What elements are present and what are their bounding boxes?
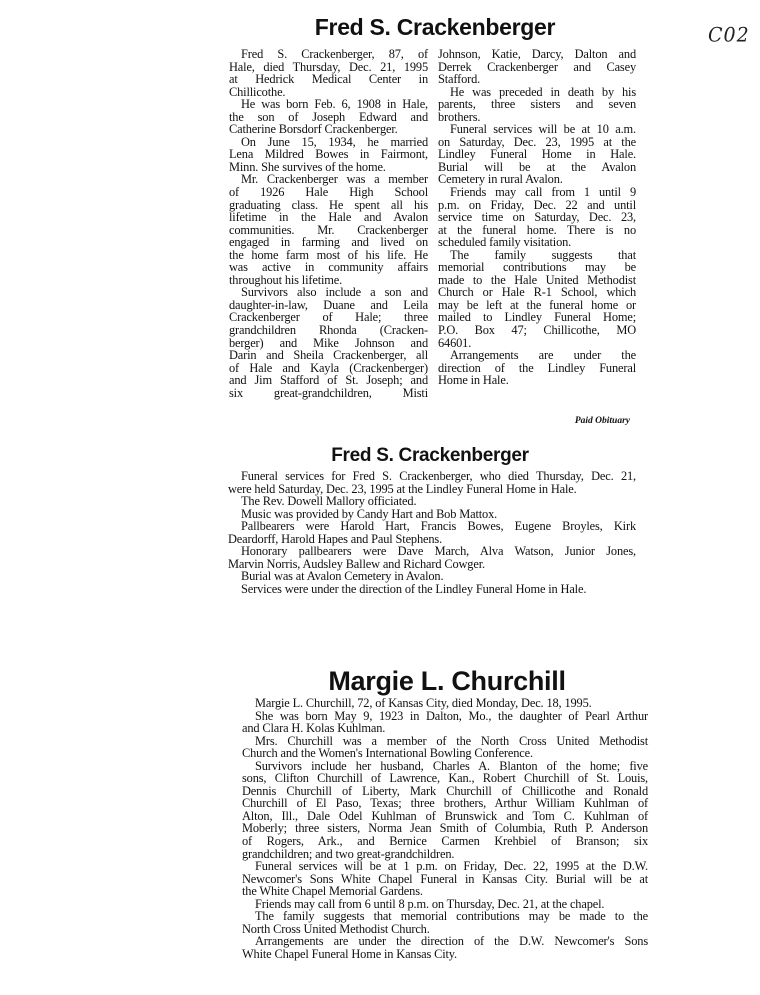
text-line: daughter-in-law, Duane and Leila bbox=[229, 297, 428, 312]
text-line: made to the Hale United Methodist bbox=[438, 272, 636, 287]
text-line: Church and the Women's International Bowling Conference. bbox=[242, 746, 533, 761]
text-line: sons, Clifton Churchill of Lawrence, Kan., Robert Churchill of St. Louis, bbox=[242, 771, 648, 786]
paragraph bbox=[242, 935, 648, 960]
text-line: of Rogers, Ark., and Bernice Carmen Krehbiel of Branson; six bbox=[242, 834, 648, 849]
paragraph bbox=[228, 470, 636, 495]
paragraph bbox=[229, 48, 428, 98]
text-line: at the funeral home. There is no bbox=[438, 222, 636, 237]
text-line: Friends may call from 1 until 9 bbox=[450, 185, 636, 200]
paid-obituary-label: Paid Obituary bbox=[574, 416, 630, 426]
paragraph bbox=[242, 860, 648, 898]
service-notice-title-fred: Fred S. Crackenberger bbox=[331, 445, 529, 466]
text-line: He was preceded in death by his bbox=[450, 84, 636, 99]
paragraph bbox=[228, 520, 636, 545]
paragraph bbox=[438, 86, 636, 124]
handwritten-note: C02 bbox=[708, 23, 750, 47]
text-line: Pallbearers were Harold Hart, Francis Bowes, Eugene Broyles, Kirk bbox=[241, 519, 636, 534]
text-line: Derrek Crackenberger and Casey bbox=[438, 59, 636, 74]
paragraph bbox=[228, 495, 636, 508]
text-line: communities. Mr. Crackenberger bbox=[229, 222, 428, 237]
text-line: Mrs. Churchill was a member of the North Cross United Methodist bbox=[255, 733, 648, 748]
text-line: the White Chapel Memorial Gardens. bbox=[242, 884, 423, 899]
text-line: lifetime in the Hale and Avalon bbox=[229, 210, 428, 225]
text-line: and Jim Stafford of St. Joseph; and bbox=[229, 373, 428, 388]
text-line: memorial contributions may be bbox=[438, 260, 636, 275]
text-line: grandchildren; and two great-grandchildren. bbox=[242, 846, 455, 861]
paragraph bbox=[242, 910, 648, 935]
paragraph bbox=[228, 545, 636, 570]
text-line: may be left at the funeral home or bbox=[438, 297, 636, 312]
text-line: Stafford. bbox=[438, 72, 481, 87]
paragraph bbox=[438, 186, 636, 249]
paragraph bbox=[242, 760, 648, 860]
text-line: The family suggests that memorial contributions may be made to the bbox=[255, 909, 648, 924]
text-line: Dennis Churchill of Liberty, Mark Churchill of Chillicothe and Ronald bbox=[242, 783, 648, 798]
text-line: Music was provided by Candy Hart and Bob Mattox. bbox=[241, 506, 498, 521]
text-line: Marvin Norris, Audsley Ballew and Richard Cowger. bbox=[228, 556, 485, 571]
text-line: mailed to Lindley Funeral Home; bbox=[438, 310, 636, 325]
text-line: Arrangements are under the bbox=[450, 348, 636, 363]
text-line: Minn. She survives of the home. bbox=[229, 159, 386, 174]
text-line: Honorary pallbearers were Dave March, Alva Watson, Junior Jones, bbox=[241, 544, 636, 559]
text-line: Survivors also include a son and bbox=[241, 285, 428, 300]
service-notice-body bbox=[228, 470, 636, 595]
paragraph bbox=[242, 735, 648, 760]
text-line: She was born May 9, 1923 in Dalton, Mo., the daughter of Pearl Arthur bbox=[255, 708, 648, 723]
text-line: Friends may call from 6 until 8 p.m. on Thursday, Dec. 21, at the chapel. bbox=[255, 896, 605, 911]
text-line: Newcomer's Sons White Chapel Funeral in Kansas City. Burial will be at bbox=[242, 871, 648, 886]
text-line: parents, three sisters and seven bbox=[438, 97, 636, 112]
text-line: Moberly; three sisters, Norma Jean Smith of Columbia, Ruth P. Anderson bbox=[242, 821, 648, 836]
text-line: Churchill of El Paso, Texas; three brothers, Arthur William Kuhlman of bbox=[242, 796, 648, 811]
text-line: on Saturday, Dec. 23, 1995 at the bbox=[438, 134, 636, 149]
text-line: Funeral services will be at 10 a.m. bbox=[450, 122, 636, 137]
text-line: Church or Hale R-1 School, which bbox=[438, 285, 636, 300]
obituary-title-fred: Fred S. Crackenberger bbox=[314, 14, 556, 40]
text-line: Lindley Funeral Home in Hale. bbox=[438, 147, 636, 162]
text-line: grandchildren Rhonda (Cracken- bbox=[229, 323, 428, 338]
paragraph bbox=[229, 286, 428, 399]
text-line: Burial will be at the Avalon bbox=[438, 159, 636, 174]
text-line: Crackenberger of Hale; three bbox=[229, 310, 428, 325]
obituary-body-margie bbox=[242, 697, 648, 960]
paragraph bbox=[438, 48, 636, 86]
obituary-title-margie: Margie L. Churchill bbox=[328, 666, 566, 696]
text-line: Burial was at Avalon Cemetery in Avalon. bbox=[241, 569, 444, 584]
text-line: was active in community affairs bbox=[229, 260, 428, 275]
text-line: graduating class. He spent all his bbox=[229, 197, 428, 212]
paragraph bbox=[242, 710, 648, 735]
text-line: p.m. on Friday, Dec. 22 and until bbox=[438, 197, 636, 212]
text-line: at Hedrick Medical Center in bbox=[229, 72, 428, 87]
text-line: Fred S. Crackenberger, 87, of bbox=[241, 47, 428, 61]
paragraph bbox=[228, 583, 636, 596]
text-line: six great-grandchildren, Misti bbox=[229, 385, 428, 400]
text-line: He was born Feb. 6, 1908 in Hale, bbox=[241, 97, 428, 112]
text-line: 64601. bbox=[438, 335, 472, 350]
text-line: Cemetery in rural Avalon. bbox=[438, 172, 563, 187]
text-line: Catherine Borsdorf Crackenberger. bbox=[229, 122, 398, 137]
text-line: The family suggests that bbox=[450, 247, 636, 262]
paragraph bbox=[229, 173, 428, 286]
text-line: engaged in farming and lived on bbox=[229, 235, 428, 250]
text-line: Darin and Sheila Crackenberger, all bbox=[229, 348, 428, 363]
text-line: Arrangements are under the direction of the D.W. Newcomer's Sons bbox=[255, 934, 648, 949]
text-line: and Clara H. Kolas Kuhlman. bbox=[242, 721, 386, 736]
text-line: service time on Saturday, Dec. 23, bbox=[438, 210, 636, 225]
text-line: On June 15, 1934, he married bbox=[241, 134, 428, 149]
text-line: of 1926 Hale High School bbox=[229, 185, 428, 200]
text-line: Services were under the direction of the Lindley Funeral Home in Hale. bbox=[241, 581, 587, 596]
text-line: Hale, died Thursday, Dec. 21, 1995 bbox=[229, 59, 428, 74]
text-line: White Chapel Funeral Home in Kansas City. bbox=[242, 946, 457, 961]
text-line: the son of Joseph Edward and bbox=[229, 109, 428, 124]
text-line: scheduled family visitation. bbox=[438, 235, 572, 250]
obituary-column-left bbox=[229, 48, 428, 399]
text-line: Margie L. Churchill, 72, of Kansas City, died Monday, Dec. 18, 1995. bbox=[255, 696, 592, 710]
text-line: Alton, Ill., Dale Odel Kuhlman of Brunswick and Tom C. Kuhlman of bbox=[242, 808, 648, 823]
paragraph bbox=[438, 349, 636, 387]
text-line: Funeral services for Fred S. Crackenberger, who died Thursday, Dec. 21, bbox=[241, 469, 636, 483]
text-line: Lena Mildred Bowes in Fairmont, bbox=[229, 147, 428, 162]
text-line: Mr. Crackenberger was a member bbox=[241, 172, 428, 187]
text-line: The Rev. Dowell Mallory officiated. bbox=[241, 494, 417, 509]
text-line: of Hale and Kayla (Crackenberger) bbox=[229, 360, 428, 375]
paragraph bbox=[438, 249, 636, 349]
paragraph bbox=[242, 697, 648, 710]
paragraph bbox=[438, 123, 636, 186]
text-line: Survivors include her husband, Charles A. Blanton of the home; five bbox=[255, 758, 648, 773]
paragraph bbox=[229, 136, 428, 174]
obituary-column-right bbox=[438, 48, 636, 387]
paragraph bbox=[229, 98, 428, 136]
text-line: brothers. bbox=[438, 109, 481, 124]
text-line: Chillicothe. bbox=[229, 84, 286, 99]
text-line: direction of the Lindley Funeral bbox=[438, 360, 636, 375]
text-line: were held Saturday, Dec. 23, 1995 at the Lindley Funeral Home in Hale. bbox=[228, 481, 577, 496]
text-line: Deardorff, Harold Hapes and Paul Stephens. bbox=[228, 531, 443, 546]
text-line: throughout his lifetime. bbox=[229, 272, 343, 287]
text-line: P.O. Box 47; Chillicothe, MO bbox=[438, 323, 636, 338]
text-line: berger) and Mike Johnson and bbox=[229, 335, 428, 350]
text-line: Home in Hale. bbox=[438, 373, 509, 388]
text-line: Funeral services will be at 1 p.m. on Friday, Dec. 22, 1995 at the D.W. bbox=[255, 859, 648, 874]
text-line: Johnson, Katie, Darcy, Dalton and bbox=[438, 47, 636, 61]
text-line: North Cross United Methodist Church. bbox=[242, 921, 430, 936]
text-line: the home farm most of his life. He bbox=[229, 247, 428, 262]
